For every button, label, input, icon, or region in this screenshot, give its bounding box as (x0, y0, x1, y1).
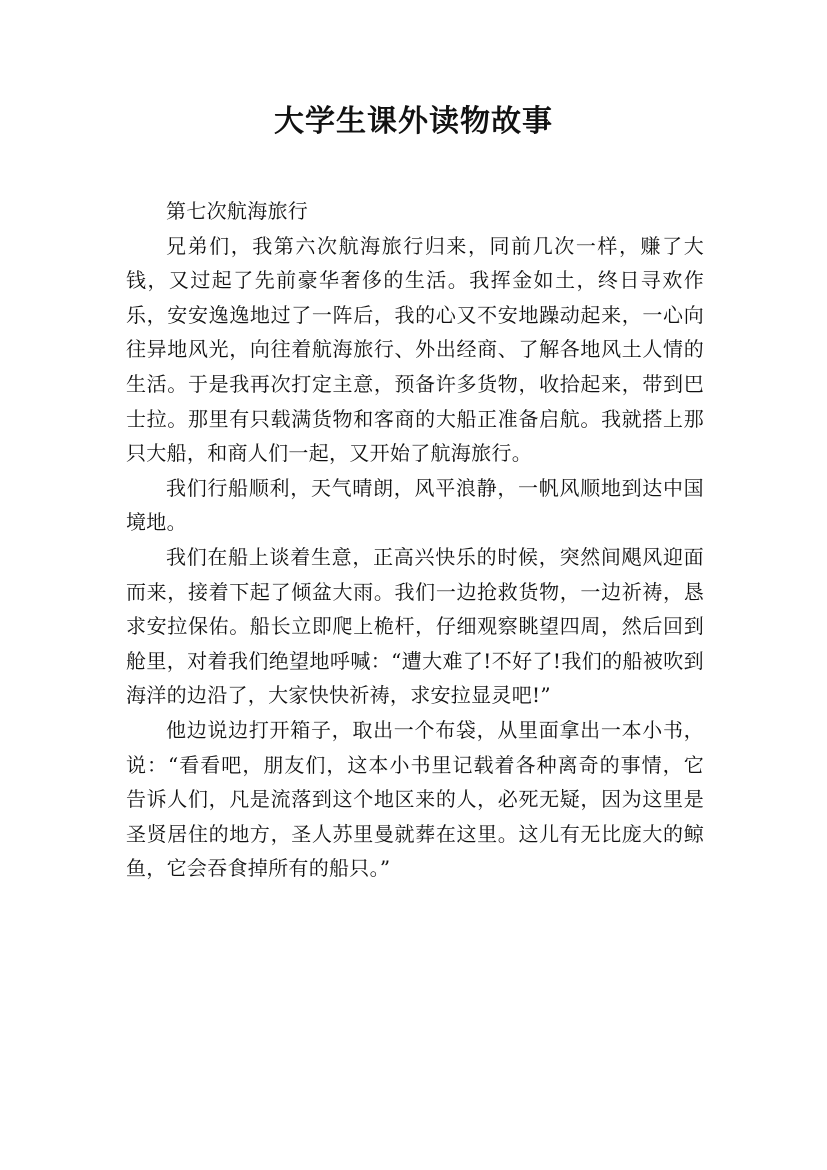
paragraph: 我们在船上谈着生意，正高兴快乐的时候，突然间飓风迎面而来，接着下起了倾盆大雨。我们一边抢救货物，一边祈祷，恳求安拉保佑。船长立即爬上桅杆，仔细观察眺望四周，然后回到舱里，对着我们绝望地呼喊：“遭大难了!不好了!我们的船被吹到海洋的边沿了，大家快快祈祷，求安拉显灵吧!” (126, 544, 704, 708)
paragraph: 他边说边打开箱子，取出一个布袋，从里面拿出一本小书，说：“看看吧，朋友们，这本小书里记载着各种离奇的事情，它告诉人们，凡是流落到这个地区来的人，必死无疑，因为这里是圣贤居住的地方，圣人苏里曼就葬在这里。这儿有无比庞大的鲸鱼，它会吞食掉所有的船只。” (126, 717, 704, 881)
chapter-heading: 第七次航海旅行 (166, 199, 309, 223)
document-title: 大学生课外读物故事 (274, 104, 553, 139)
paragraph: 兄弟们，我第六次航海旅行归来，同前几次一样，赚了大钱，又过起了先前豪华奢侈的生活。我挥金如土，终日寻欢作乐，安安逸逸地过了一阵后，我的心又不安地躁动起来，一心向往异地风光，向往着航海旅行、外出经商、了解各地风土人情的生活。于是我再次打定主意，预备许多货物，收拾起来，带到巴士拉。那里有只载满货物和客商的大船正准备启航。我就搭上那只大船，和商人们一起，又开始了航海旅行。 (126, 233, 704, 466)
document-body (126, 194, 704, 886)
paragraph: 我们行船顺利，天气晴朗，风平浪静，一帆风顺地到达中国境地。 (126, 475, 704, 535)
